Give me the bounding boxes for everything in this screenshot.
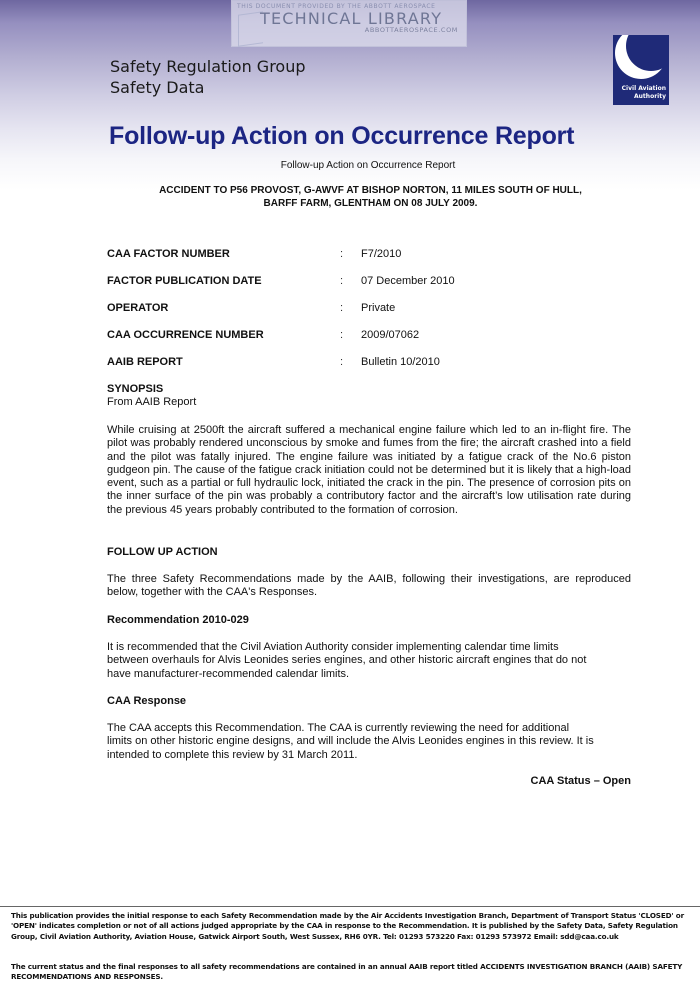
technical-library-watermark (231, 0, 467, 47)
recommendation-heading: Recommendation 2010-029 (107, 614, 249, 626)
caa-response-heading: CAA Response (107, 695, 187, 707)
field-label: CAA FACTOR NUMBER (107, 248, 230, 260)
page-subtitle: Follow-up Action on Occurrence Report (280, 160, 456, 171)
footer-publication-note: This publication provides the initial response to each Safety Recommendation made by the Air Accidents Investigation Branch, Department of Transport Status 'CLOSED' or 'OPEN' indicates completion or not of all actions judged appropriate by the CAA in response to the Recommendation. It is published by the Safety Data, Safety Regulation Group, Civil Aviation Authority, Aviation House, Gatwick Airport South, West Sussex, RH6 0YR. Tel: 01293 573220 Fax: 01293 573972 Email: sdd@caa.co.uk (11, 911, 684, 941)
organization-block (110, 56, 306, 98)
synopsis-heading: SYNOPSIS (107, 383, 164, 395)
org-group-name: Safety Regulation Group (110, 57, 306, 76)
field-value: Private (361, 302, 396, 314)
watermark-title: TECHNICAL LIBRARY (260, 9, 443, 28)
watermark-provided-by: THIS DOCUMENT PROVIDED BY THE ABBOTT AEROSPACE (237, 3, 436, 10)
field-value: Bulletin 10/2010 (361, 356, 440, 368)
follow-up-heading: FOLLOW UP ACTION (107, 546, 218, 558)
org-department-name: Safety Data (110, 78, 205, 97)
field-label: FACTOR PUBLICATION DATE (107, 275, 262, 287)
field-label: OPERATOR (107, 302, 169, 314)
caa-response-body: The CAA accepts this Recommendation. The CAA is currently reviewing the need for additional limits on other historic engine designs, and will include the Alvis Leonides engines in this review. It is intended to complete this review by 31 March 2011. (107, 722, 594, 761)
footer-divider (0, 906, 700, 907)
page-title: Follow-up Action on Occurrence Report (109, 122, 575, 150)
field-value: F7/2010 (361, 248, 402, 260)
logo-text: Civil Aviation Authority (621, 85, 666, 100)
recommendation-body: It is recommended that the Civil Aviation Authority consider implementing calendar time limits between overhauls for Alvis Leonides series engines, and other historic aircraft engines that do not have manufacturer-recommended calendar limits. (107, 641, 587, 680)
field-label: CAA OCCURRENCE NUMBER (107, 329, 264, 341)
accident-heading: ACCIDENT TO P56 PROVOST, G-AWVF AT BISHOP NORTON, 11 MILES SOUTH OF HULL, BARFF FARM, GLENTHAM ON 08 JULY 2009. (159, 185, 582, 209)
synopsis-body: While cruising at 2500ft the aircraft suffered a mechanical engine failure which led to an in-flight fire. The pilot was probably rendered unconscious by smoke and fumes from the fire; the aircraft crashed into a field and the pilot was fatally injured. The engine failure was initiated by a fatigue crack of the No.6 piston gudgeon pin. The cause of the fatigue crack initiation could not be determined but it is likely that a high-load event, such as a partial or full hydraulic lock, initiated the crack in the pin. The presence of corrosion pits on the inner surface of the pin was probably a contributory factor and the aircraft’s low utilisation rate during the previous 45 years probably contributed to the formation of corrosion. (107, 424, 631, 516)
field-value: 2009/07062 (361, 329, 420, 341)
footer-status-note: The current status and the final responses to all safety recommendations are contained in an annual AAIB report titled ACCIDENTS INVESTIGATION BRANCH (AAIB) SAFETY RECOMMENDATIONS AND RESPONSES. (11, 962, 683, 982)
synopsis-source: From AAIB Report (107, 396, 197, 409)
field-label: AAIB REPORT (107, 356, 183, 368)
follow-up-body: The three Safety Recommendations made by the AAIB, following their investigations, are reproduced below, together with the CAA's Responses. (107, 573, 631, 599)
watermark-url: ABBOTTAEROSPACE.COM (364, 26, 458, 34)
field-value: 07 December 2010 (361, 275, 455, 287)
caa-status: CAA Status – Open (530, 775, 631, 787)
caa-logo (613, 35, 669, 105)
synopsis-section (107, 383, 631, 410)
